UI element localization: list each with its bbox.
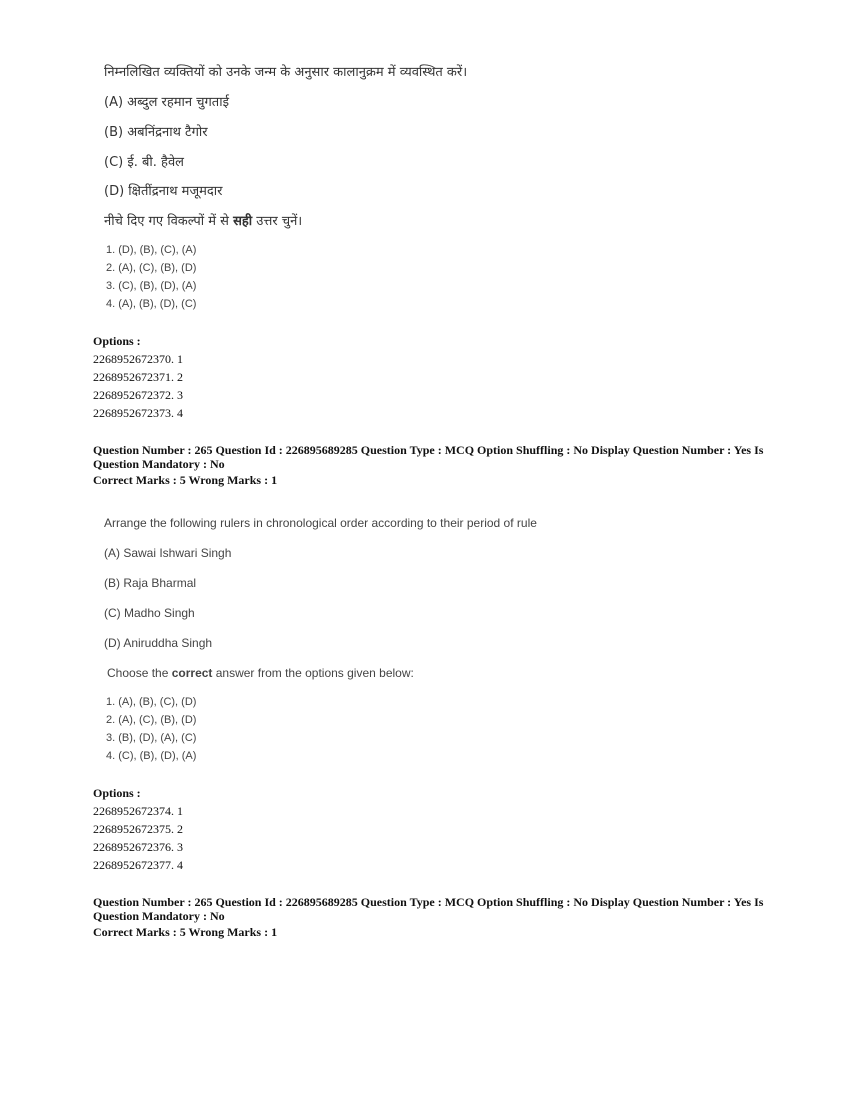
q1-instruction-bold: सही (233, 214, 253, 229)
q1-instruction-post: उत्तर चुनें। (252, 214, 303, 229)
q2-choice-3: 3. (B), (D), (A), (C) (106, 732, 197, 744)
q1-stem: निम्नलिखित व्यक्तियों को उनके जन्म के अनुसार कालानुक्रम में व्यवस्थित करें। (104, 65, 468, 80)
q2-option-4: 2268952672377. 4 (93, 858, 183, 872)
q1-option-2: 2268952672371. 2 (93, 370, 183, 384)
meta2-question-info: Question Number : 265 Question Id : 226895689285 Question Type : MCQ Option Shuffling : No Display Question Number : Yes Is Question Mandatory : No (93, 895, 764, 923)
q1-item-c: (C) ई. बी. हैवेल (104, 155, 185, 170)
q1-option-1: 2268952672370. 1 (93, 352, 183, 366)
q1-option-4: 2268952672373. 4 (93, 406, 183, 420)
q1-instruction-pre: नीचे दिए गए विकल्पों में से (104, 214, 234, 229)
q1-item-d: (D) क्षितींद्रनाथ मजूमदार (104, 184, 223, 199)
q2-stem: Arrange the following rulers in chronological order according to their period of rule (104, 516, 537, 530)
q1-item-a: (A) अब्दुल रहमान चुगताई (104, 95, 229, 110)
q2-choice-1: 1. (A), (B), (C), (D) (106, 696, 197, 708)
q2-instruction-bold: correct (171, 666, 213, 680)
q1-choice-4: 4. (A), (B), (D), (C) (106, 298, 197, 310)
meta1-marks: Correct Marks : 5 Wrong Marks : 1 (93, 473, 278, 487)
q2-item-d: (D) Aniruddha Singh (104, 636, 213, 650)
meta2-marks: Correct Marks : 5 Wrong Marks : 1 (93, 925, 278, 939)
q1-option-3: 2268952672372. 3 (93, 388, 183, 402)
q2-item-a: (A) Sawai Ishwari Singh (104, 546, 232, 560)
meta1-question-info: Question Number : 265 Question Id : 226895689285 Question Type : MCQ Option Shuffling : No Display Question Number : Yes Is Question Mandatory : No (93, 443, 764, 471)
q2-item-b: (B) Raja Bharmal (104, 576, 197, 590)
q2-options-label: Options : (93, 786, 141, 800)
q1-choice-1: 1. (D), (B), (C), (A) (106, 244, 197, 256)
q2-choice-4: 4. (C), (B), (D), (A) (106, 750, 197, 762)
q2-option-3: 2268952672376. 3 (93, 840, 183, 854)
q2-option-1: 2268952672374. 1 (93, 804, 183, 818)
q2-instruction (107, 666, 414, 680)
q2-instruction-post: answer from the options given below: (212, 666, 414, 680)
q2-item-c: (C) Madho Singh (104, 606, 195, 620)
q1-item-b: (B) अबनिंद्रनाथ टैगोर (104, 125, 208, 140)
q1-choice-2: 2. (A), (C), (B), (D) (106, 262, 197, 274)
q2-option-2: 2268952672375. 2 (93, 822, 183, 836)
q1-instruction (104, 211, 302, 229)
q2-choice-2: 2. (A), (C), (B), (D) (106, 714, 197, 726)
q1-options-label: Options : (93, 334, 141, 348)
q2-instruction-pre: Choose the (107, 666, 172, 680)
q1-choice-3: 3. (C), (B), (D), (A) (106, 280, 197, 292)
